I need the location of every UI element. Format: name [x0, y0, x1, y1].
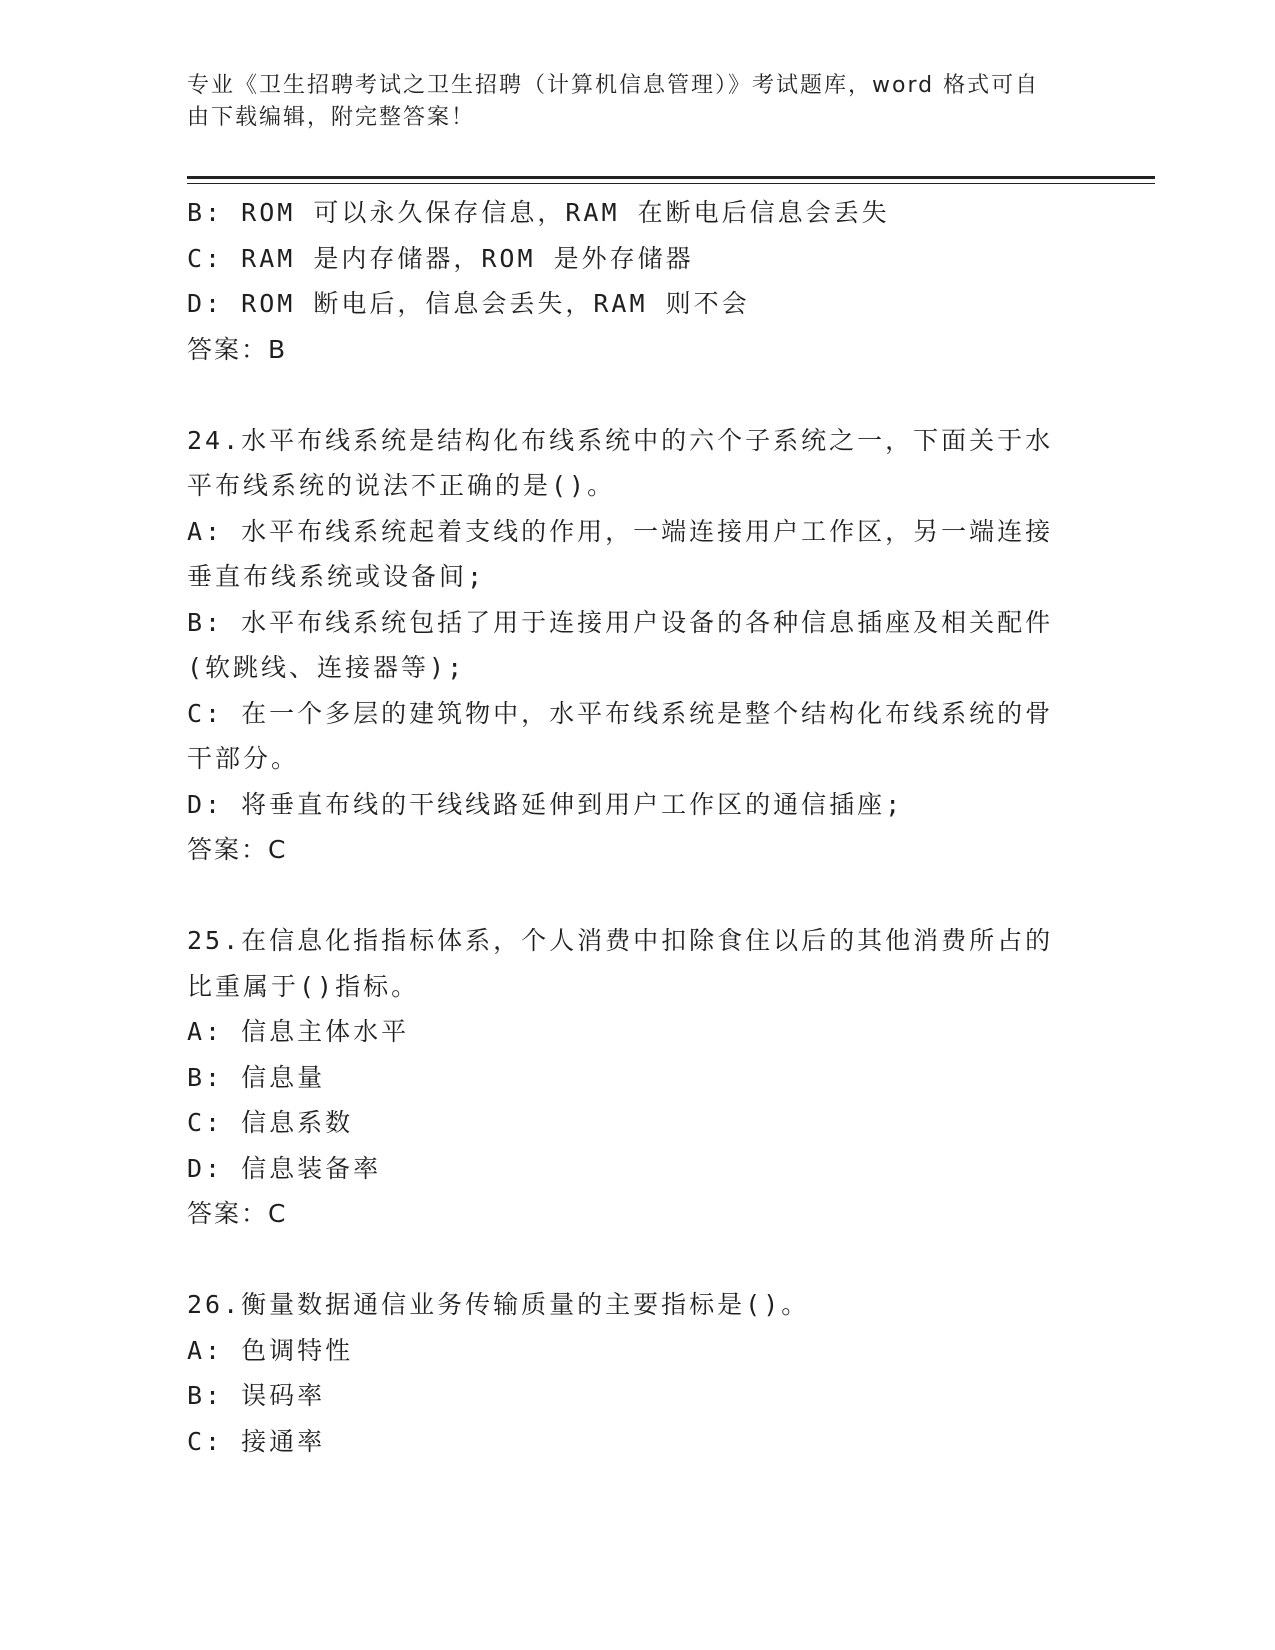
option-b-continued: (软跳线、连接器等);: [187, 653, 466, 682]
question-26: [187, 1282, 1087, 1464]
option-a: A: 水平布线系统起着支线的作用，一端连接用户工作区，另一端连接: [187, 516, 1054, 546]
question-stem-line: 26.衡量数据通信业务传输质量的主要指标是()。: [187, 1290, 810, 1319]
header-rule-thin: [187, 183, 1155, 184]
option-d: D: 信息装备率: [187, 1153, 382, 1183]
answer-line: 答案：C: [187, 1199, 288, 1228]
spacer: [187, 1237, 1087, 1283]
answer-line: 答案：C: [187, 835, 288, 864]
header-line-1: 专业《卫生招聘考试之卫生招聘（计算机信息管理）》考试题库，word 格式可自: [187, 73, 1040, 98]
question-25: [187, 918, 1087, 1237]
option-c-continued: 干部分。: [187, 744, 300, 773]
document-header: [187, 70, 1087, 134]
question-stem-line: 比重属于()指标。: [187, 971, 420, 1001]
option-a-continued: 垂直布线系统或设备间;: [187, 562, 486, 591]
option-c: C: 信息系数: [187, 1108, 354, 1137]
question-stem-line: 25.在信息化指指标体系，个人消费中扣除食住以后的其他消费所占的: [187, 926, 1054, 955]
spacer: [187, 372, 1087, 418]
header-rule-thick: [187, 176, 1155, 179]
option-d: D: 将垂直布线的干线线路延伸到用户工作区的通信插座;: [187, 789, 904, 819]
option-c: C: RAM 是内存储器，ROM 是外存储器: [187, 243, 694, 273]
header-line-2: 由下载编辑，附完整答案！: [187, 105, 476, 130]
question-stem-line: 24.水平布线系统是结构化布线系统中的六个子系统之一，下面关于水: [187, 425, 1054, 455]
question-stem-line: 平布线系统的说法不正确的是()。: [187, 471, 616, 500]
option-c: C: 接通率: [187, 1426, 326, 1456]
spacer: [187, 873, 1087, 919]
document-body: [187, 190, 1087, 1464]
option-b: B: 水平布线系统包括了用于连接用户设备的各种信息插座及相关配件: [187, 607, 1054, 637]
option-b: B: 误码率: [187, 1381, 326, 1410]
question-23-continued: [187, 190, 1087, 372]
question-24: [187, 418, 1087, 873]
option-b: B: ROM 可以永久保存信息，RAM 在断电后信息会丢失: [187, 198, 890, 227]
option-c: C: 在一个多层的建筑物中，水平布线系统是整个结构化布线系统的骨: [187, 698, 1054, 728]
answer-line: 答案：B: [187, 334, 288, 364]
option-d: D: ROM 断电后，信息会丢失，RAM 则不会: [187, 289, 750, 318]
option-a: A: 信息主体水平: [187, 1017, 410, 1046]
option-b: B: 信息量: [187, 1062, 326, 1092]
option-a: A: 色调特性: [187, 1335, 354, 1365]
